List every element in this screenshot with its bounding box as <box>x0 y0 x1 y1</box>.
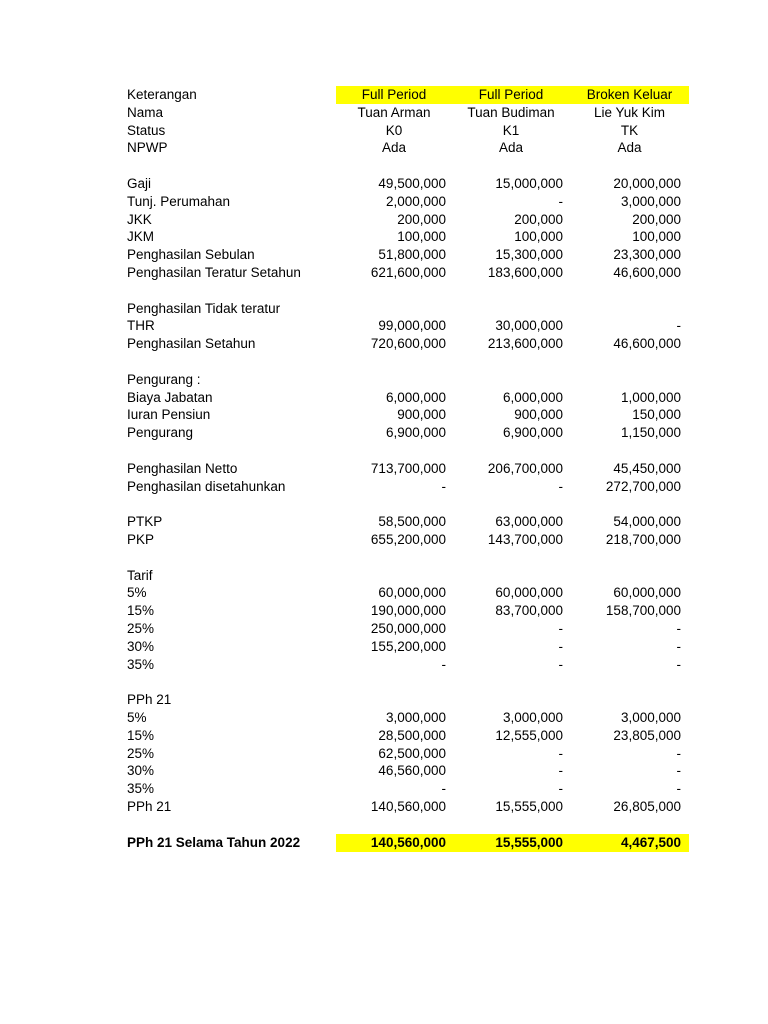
row-label: Penghasilan Netto <box>127 460 238 476</box>
value-cell-col3: - <box>676 781 681 797</box>
value-cell-col3: 23,805,000 <box>613 727 681 743</box>
value-cell-col1 <box>336 691 446 709</box>
value-cell-col2: 15,555,000 <box>452 834 570 852</box>
table-row <box>0 620 768 638</box>
value-cell-col3 <box>570 371 681 389</box>
table-row <box>0 424 768 442</box>
value-cell-col2: 12,555,000 <box>495 727 563 743</box>
value-cell-col3: 1,000,000 <box>620 389 681 405</box>
row-label: 35% <box>127 781 155 797</box>
value-cell-col1: 155,200,000 <box>370 638 446 654</box>
value-cell-col3 <box>570 300 681 318</box>
value-cell-col3: 46,600,000 <box>613 265 681 280</box>
header-row <box>0 122 768 140</box>
value-cell-col3: 100,000 <box>632 229 681 245</box>
table-row <box>0 745 768 763</box>
table-row <box>0 300 768 318</box>
table-row <box>0 638 768 656</box>
value-cell-col2: 15,000,000 <box>495 176 563 191</box>
value-cell-col1: 3,000,000 <box>385 710 446 725</box>
row-label: JKK <box>127 211 152 227</box>
row-label: Keterangan <box>127 87 197 102</box>
row-label: Biaya Jabatan <box>127 389 213 405</box>
value-cell-col2: 143,700,000 <box>487 532 563 547</box>
value-cell-col2: 6,900,000 <box>502 425 563 441</box>
value-cell-col2: 3,000,000 <box>502 710 563 725</box>
value-cell-col2: 200,000 <box>514 211 563 227</box>
value-cell-col1: - <box>441 656 446 672</box>
table-row <box>0 371 768 389</box>
header-row <box>0 104 768 122</box>
row-label: JKM <box>127 229 154 245</box>
value-cell-col3: - <box>676 318 681 334</box>
table-row <box>0 335 768 353</box>
row-label: Status <box>127 122 166 138</box>
value-cell-col3: 1,150,000 <box>620 425 681 441</box>
value-cell-col2: 60,000,000 <box>495 585 563 601</box>
row-label: Pengurang : <box>127 371 201 387</box>
value-cell-col1: 720,600,000 <box>370 336 446 352</box>
value-cell-col3: 158,700,000 <box>605 603 681 619</box>
value-cell-col2: 900,000 <box>514 407 563 423</box>
value-cell-col1: Ada <box>381 140 407 156</box>
value-cell-col2: 63,000,000 <box>495 514 563 530</box>
table-row <box>0 691 768 709</box>
table-row <box>0 246 768 264</box>
table-row <box>0 727 768 745</box>
header-row <box>0 139 768 157</box>
row-label: PPh 21 Selama Tahun 2022 <box>127 834 301 850</box>
value-cell-col3: - <box>676 745 681 761</box>
value-cell-col1: 190,000,000 <box>370 603 446 619</box>
spacer-row <box>0 353 768 371</box>
row-label: Gaji <box>127 176 152 191</box>
value-cell-col1: 58,500,000 <box>378 514 446 530</box>
table-row <box>0 513 768 531</box>
spacer-row <box>0 549 768 567</box>
table-row <box>0 478 768 496</box>
row-label: PKP <box>127 532 155 547</box>
value-cell-col1: Tuan Arman <box>357 104 431 120</box>
value-cell-col2: 15,300,000 <box>495 247 563 263</box>
row-label: Penghasilan disetahunkan <box>127 478 286 494</box>
value-cell-col1: 713,700,000 <box>370 460 446 476</box>
value-cell-col2: 206,700,000 <box>487 460 563 476</box>
table-row <box>0 406 768 424</box>
value-cell-col1 <box>336 371 446 389</box>
value-cell-col1: 60,000,000 <box>378 585 446 601</box>
value-cell-col2: - <box>558 621 563 636</box>
value-cell-col1: K0 <box>385 122 403 138</box>
value-cell-col1: 100,000 <box>397 229 446 245</box>
value-cell-col1: 46,560,000 <box>378 763 446 779</box>
value-cell-col1: 900,000 <box>397 407 446 423</box>
table-row <box>0 211 768 229</box>
spacer-row <box>0 495 768 513</box>
value-cell-col3: - <box>676 763 681 779</box>
value-cell-col3: 218,700,000 <box>605 532 681 547</box>
row-label: THR <box>127 318 155 334</box>
row-label: Tunj. Perumahan <box>127 193 231 209</box>
value-cell-col3: Broken Keluar <box>570 86 689 104</box>
value-cell-col3: 3,000,000 <box>620 710 681 725</box>
value-cell-col1: 49,500,000 <box>378 176 446 191</box>
table-row <box>0 264 768 282</box>
value-cell-col2: 30,000,000 <box>495 318 563 334</box>
row-label: NPWP <box>127 140 168 156</box>
value-cell-col1: - <box>441 478 446 494</box>
value-cell-col1: 2,000,000 <box>385 193 446 209</box>
value-cell-col3: - <box>676 656 681 672</box>
value-cell-col2: - <box>558 478 563 494</box>
value-cell-col1: - <box>441 781 446 797</box>
value-cell-col2 <box>452 691 563 709</box>
row-label: Penghasilan Sebulan <box>127 247 255 263</box>
value-cell-col1 <box>336 567 446 585</box>
row-label: Tarif <box>127 567 153 583</box>
value-cell-col2: 6,000,000 <box>502 389 563 405</box>
table-row <box>0 709 768 727</box>
row-label: 30% <box>127 763 155 779</box>
value-cell-col3 <box>570 567 681 585</box>
value-cell-col1: 621,600,000 <box>370 265 446 280</box>
value-cell-col3: 20,000,000 <box>613 176 681 191</box>
value-cell-col2: 83,700,000 <box>495 603 563 619</box>
value-cell-col2: - <box>558 763 563 779</box>
row-label: 15% <box>127 727 155 743</box>
row-label: 30% <box>127 638 155 654</box>
value-cell-col3: Ada <box>617 140 642 156</box>
value-cell-col3: 200,000 <box>632 211 681 227</box>
table-row <box>0 228 768 246</box>
table-row <box>0 389 768 407</box>
row-label: 15% <box>127 603 155 619</box>
value-cell-col2: - <box>558 781 563 797</box>
spacer-row <box>0 673 768 691</box>
total-row <box>0 834 768 852</box>
value-cell-col2: K1 <box>502 122 520 138</box>
value-cell-col3: 4,467,500 <box>570 834 689 852</box>
value-cell-col3: TK <box>620 122 639 138</box>
value-cell-col1: Full Period <box>336 86 452 104</box>
row-label: 5% <box>127 710 147 725</box>
value-cell-col3: 272,700,000 <box>605 478 681 494</box>
value-cell-col2: Tuan Budiman <box>467 104 555 120</box>
table-row <box>0 460 768 478</box>
table-row <box>0 317 768 335</box>
value-cell-col2: Full Period <box>452 86 570 104</box>
row-label: Pengurang <box>127 425 194 441</box>
table-row <box>0 780 768 798</box>
value-cell-col2 <box>452 300 563 318</box>
table-row <box>0 193 768 211</box>
value-cell-col1: 99,000,000 <box>378 318 446 334</box>
row-label: PTKP <box>127 514 163 530</box>
value-cell-col3: 54,000,000 <box>613 514 681 530</box>
row-label: Penghasilan Tidak teratur <box>127 300 281 316</box>
value-cell-col2: - <box>558 745 563 761</box>
value-cell-col2: 100,000 <box>514 229 563 245</box>
value-cell-col2: 183,600,000 <box>487 265 563 280</box>
value-cell-col3: Lie Yuk Kim <box>593 104 666 120</box>
value-cell-col3: 26,805,000 <box>613 799 681 814</box>
value-cell-col3: 23,300,000 <box>613 247 681 263</box>
value-cell-col2 <box>452 567 563 585</box>
value-cell-col1: 62,500,000 <box>378 745 446 761</box>
value-cell-col2: 213,600,000 <box>487 336 563 352</box>
spacer-row <box>0 157 768 175</box>
value-cell-col1: 51,800,000 <box>378 247 446 263</box>
table-row <box>0 798 768 816</box>
value-cell-col3: 45,450,000 <box>613 460 681 476</box>
row-label: 5% <box>127 585 147 601</box>
value-cell-col3: 150,000 <box>632 407 681 423</box>
value-cell-col1: 140,560,000 <box>336 834 452 852</box>
spacer-row <box>0 816 768 834</box>
row-label: 25% <box>127 621 155 636</box>
row-label: PPh 21 <box>127 692 172 708</box>
value-cell-col2: 15,555,000 <box>495 799 563 814</box>
row-label: PPh 21 <box>127 799 172 814</box>
header-row <box>0 86 768 104</box>
row-label: 35% <box>127 656 155 672</box>
value-cell-col2: Ada <box>498 140 524 156</box>
value-cell-col2: - <box>558 193 563 209</box>
value-cell-col3: 46,600,000 <box>613 336 681 352</box>
table-row <box>0 175 768 193</box>
row-label: Nama <box>127 104 164 120</box>
value-cell-col1: 6,900,000 <box>385 425 446 441</box>
value-cell-col1: 28,500,000 <box>378 727 446 743</box>
table-row <box>0 602 768 620</box>
value-cell-col3: - <box>676 621 681 636</box>
spacer-row <box>0 442 768 460</box>
value-cell-col1: 655,200,000 <box>370 532 446 547</box>
table-row <box>0 567 768 585</box>
spacer-row <box>0 282 768 300</box>
table-row <box>0 762 768 780</box>
row-label: Penghasilan Setahun <box>127 336 256 352</box>
value-cell-col1: 140,560,000 <box>370 799 446 814</box>
value-cell-col3: 60,000,000 <box>613 585 681 601</box>
table-row <box>0 531 768 549</box>
value-cell-col1: 250,000,000 <box>370 621 446 636</box>
row-label: Iuran Pensiun <box>127 407 211 423</box>
value-cell-col2: - <box>558 656 563 672</box>
value-cell-col1: 6,000,000 <box>385 389 446 405</box>
value-cell-col3: 3,000,000 <box>620 193 681 209</box>
value-cell-col1: 200,000 <box>397 211 446 227</box>
table-row <box>0 656 768 674</box>
row-label: 25% <box>127 745 155 761</box>
row-label: Penghasilan Teratur Setahun <box>127 265 301 280</box>
value-cell-col3 <box>570 691 681 709</box>
value-cell-col2: - <box>558 638 563 654</box>
value-cell-col1 <box>336 300 446 318</box>
value-cell-col2 <box>452 371 563 389</box>
table-row <box>0 584 768 602</box>
value-cell-col3: - <box>676 638 681 654</box>
